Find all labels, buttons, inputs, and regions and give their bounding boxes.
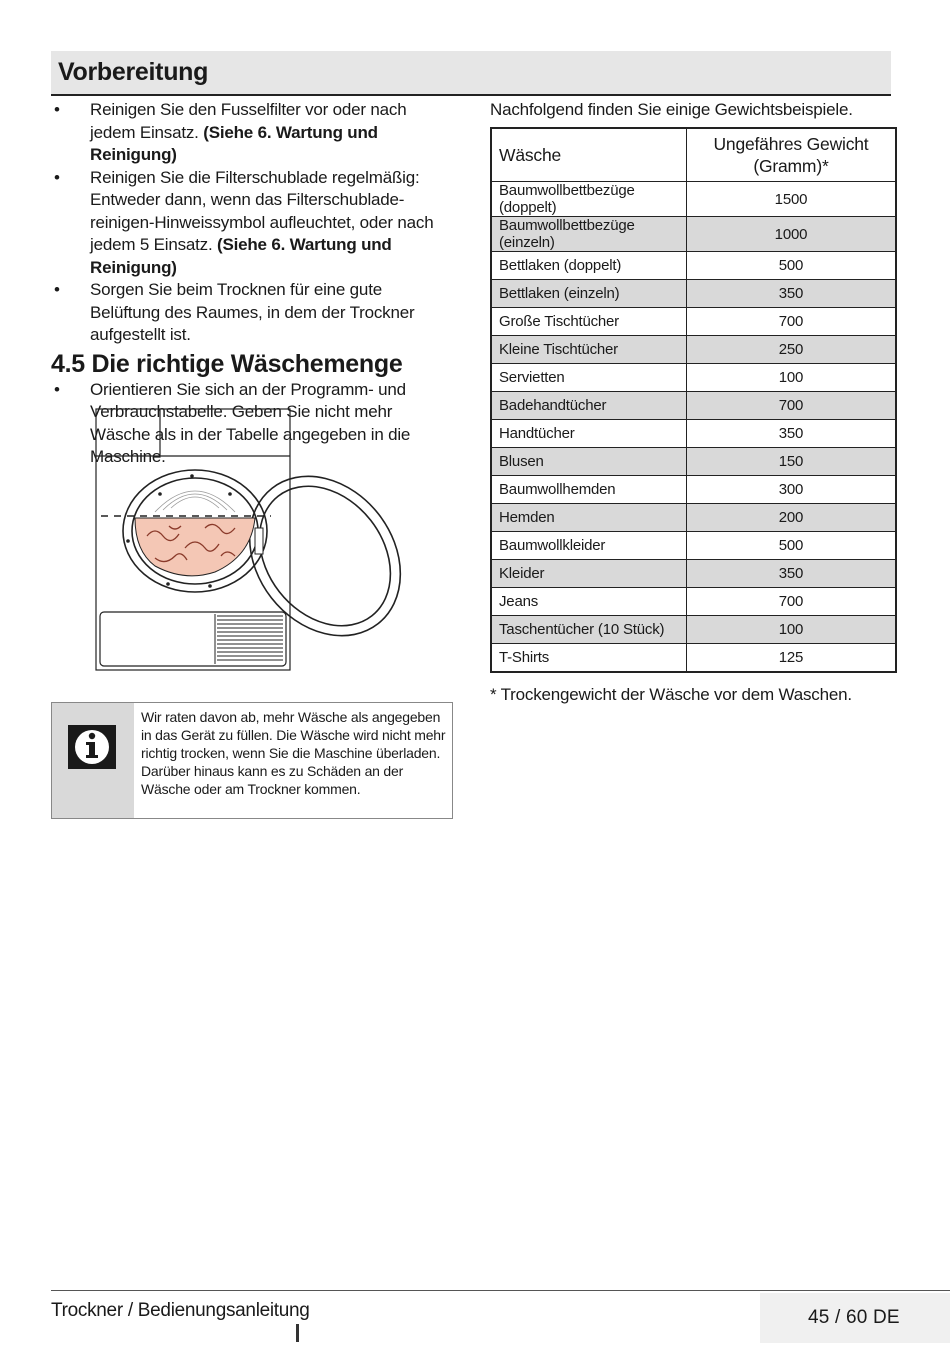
info-note (51, 702, 453, 819)
note-text: Wir raten davon ab, mehr Wäsche als angegeben in das Gerät zu füllen. Die Wäsche wird nicht mehr richtig trocken, wenn Sie die Maschine überladen. Darüber hinaus kann es zu Schäden an der Wäsche oder am Trockner kommen. (141, 709, 446, 797)
table-row: Kleider 350 (491, 560, 896, 588)
table-footnote: * Trockengewicht der Wäsche vor dem Waschen. (490, 685, 852, 704)
table-row: Baumwollkleider 500 (491, 532, 896, 560)
list-item: • Reinigen Sie die Filterschublade regelmäßig: Entweder dann, wenn das Filterschublade-reinigen-Hinweissymbol aufleuchtet, oder nach jedem 5 Einsatz. (Siehe 6. Wartung und Reinigung) (51, 167, 453, 280)
laundry-fill (135, 518, 255, 576)
maintenance-bullets (51, 99, 453, 347)
table-row: T-Shirts 125 (491, 644, 896, 673)
list-item: • Orientieren Sie sich an der Programm- und Verbrauchstabelle. Geben Sie nicht mehr Wäsche als in der Tabelle angegeben in die Maschine. (51, 379, 453, 469)
footer-doc-title: Trockner / Bedienungsanleitung (51, 1300, 310, 1321)
table-row: Handtücher 350 (491, 420, 896, 448)
page-number: 45 / 60 DE (808, 1307, 900, 1328)
table-row: Taschentücher (10 Stück) 100 (491, 616, 896, 644)
weight-table (490, 127, 897, 673)
column-header-weight: Ungefähres Gewicht (Gramm)* (686, 128, 896, 182)
table-row: Baumwollhemden 300 (491, 476, 896, 504)
table-row: Hemden 200 (491, 504, 896, 532)
footer-mark (296, 1324, 299, 1342)
table-row: Servietten 100 (491, 364, 896, 392)
section-header (51, 51, 891, 96)
right-column (490, 99, 898, 704)
table-row: Kleine Tischtücher 250 (491, 336, 896, 364)
table-intro: Nachfolgend finden Sie einige Gewichtsbeispiele. (490, 100, 853, 119)
page-title: Vorbereitung (58, 58, 209, 86)
table-row: Bettlaken (doppelt) 500 (491, 252, 896, 280)
list-item: • Sorgen Sie beim Trocknen für eine gute Belüftung des Raumes, in dem der Trockner aufgestellt ist. (51, 279, 453, 347)
page-number-box (760, 1293, 950, 1343)
info-icon (68, 725, 116, 769)
table-row: Bettlaken (einzeln) 350 (491, 280, 896, 308)
table-row: Blusen 150 (491, 448, 896, 476)
column-header-item: Wäsche (491, 128, 686, 182)
table-row: Jeans 700 (491, 588, 896, 616)
table-row: Große Tischtücher 700 (491, 308, 896, 336)
table-row: Badehandtücher 700 (491, 392, 896, 420)
table-row: Baumwollbettbezüge (doppelt) 1500 (491, 182, 896, 217)
footer-divider (51, 1290, 950, 1291)
section-title: 4.5 Die richtige Wäschemenge (51, 349, 403, 378)
list-item: • Reinigen Sie den Fusselfilter vor oder nach jedem Einsatz. (Siehe 6. Wartung und Reinigung) (51, 99, 453, 167)
dryer-illustration (95, 406, 425, 672)
table-row: Baumwollbettbezüge (einzeln) 1000 (491, 217, 896, 252)
